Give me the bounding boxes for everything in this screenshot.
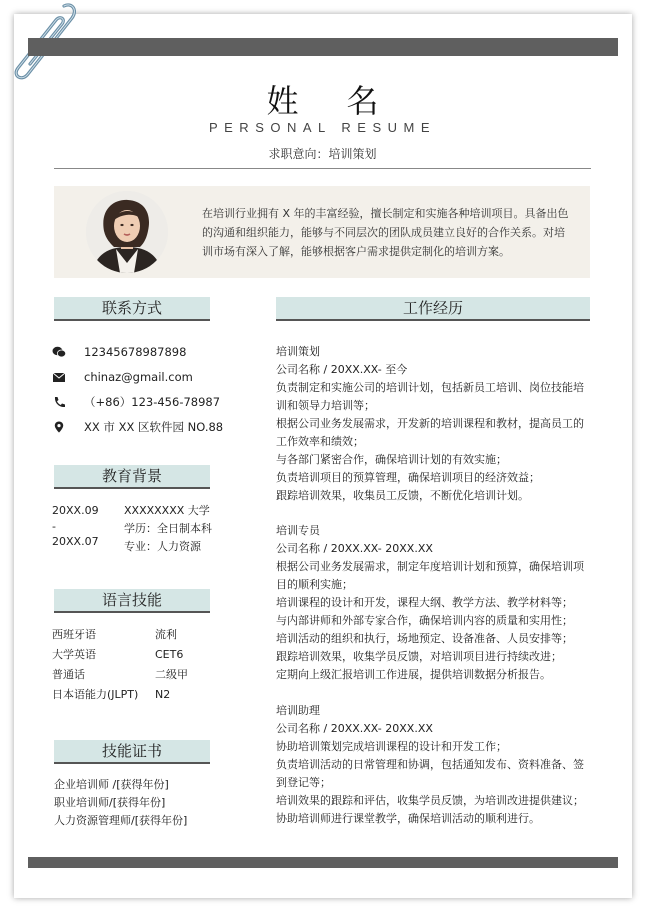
job-duty: 培训活动的组织和执行，场地预定、设备准备、人员安排等； bbox=[276, 632, 573, 645]
job-duty: 定期向上级汇报培训工作进展，提供培训数据分析报告。 bbox=[276, 668, 551, 681]
job-duty: 跟踪培训效果，收集员工反馈，不断优化培训计划。 bbox=[276, 489, 529, 502]
certificate-item: 企业培训师 /[获得年份] bbox=[54, 778, 169, 791]
job-duty: 与内部讲师和外部专家合作，确保培训内容的质量和实用性； bbox=[276, 614, 573, 627]
job-duty: 根据公司业务发展需求，制定年度培训计划和预算，确保培训项目的顺利实施； bbox=[276, 560, 584, 591]
job-duty: 培训课程的设计和开发，课程大纲、教学方法、教学材料等； bbox=[276, 596, 573, 609]
job-role: 培训专员 bbox=[276, 524, 320, 537]
job-duty: 协助培训师进行课堂教学，确保培训活动的顺利进行。 bbox=[276, 812, 540, 825]
job-company: 公司名称 / 20XX.XX- 20XX.XX bbox=[276, 542, 433, 555]
edu-date-sep: - bbox=[52, 520, 56, 533]
edu-school: XXXXXXXX 大学 bbox=[124, 504, 210, 517]
language-item bbox=[52, 685, 212, 705]
mail-icon bbox=[52, 371, 66, 383]
language-name: 普通话 bbox=[52, 668, 85, 681]
language-level: CET6 bbox=[155, 648, 184, 661]
certificate-item: 职业培训师/[获得年份] bbox=[54, 796, 166, 809]
wechat-text: 12345678987898 bbox=[84, 345, 187, 359]
education-section-title: 教育背景 bbox=[54, 465, 210, 489]
edu-date-start: 20XX.09 bbox=[52, 504, 99, 517]
top-bar bbox=[28, 38, 618, 56]
job-entry bbox=[276, 343, 594, 505]
job-duty: 培训效果的跟踪和评估，收集学员反馈，为培训改进提供建议； bbox=[276, 794, 584, 807]
certificate-section-title: 技能证书 bbox=[54, 740, 210, 764]
job-duty: 负责培训项目的预算管理，确保培训项目的经济效益； bbox=[276, 471, 540, 484]
address-text: XX 市 XX 区软件园 NO.88 bbox=[84, 420, 224, 434]
resume-name: 姓名 bbox=[266, 82, 427, 120]
language-level: N2 bbox=[155, 688, 171, 701]
edu-major: 专业：人力资源 bbox=[124, 540, 201, 553]
job-intent: 求职意向：培训策划 bbox=[268, 147, 377, 161]
job-entry bbox=[276, 522, 594, 684]
job-company: 公司名称 / 20XX.XX- 至今 bbox=[276, 363, 408, 376]
edu-date-end: 20XX.07 bbox=[52, 535, 99, 548]
job-duty: 负责培训活动的日常管理和协调，包括通知发布、资料准备、签到登记等； bbox=[276, 758, 584, 789]
edu-degree: 学历：全日制本科 bbox=[124, 522, 212, 535]
profile-section bbox=[54, 186, 590, 278]
language-level: 流利 bbox=[155, 628, 177, 641]
job-duty: 与各部门紧密合作，确保培训计划的有效实施； bbox=[276, 453, 507, 466]
avatar-portrait-icon bbox=[86, 191, 168, 273]
language-name: 日本语能力(JLPT) bbox=[52, 688, 139, 701]
phone-icon bbox=[52, 396, 66, 408]
language-section-title: 语言技能 bbox=[54, 589, 210, 613]
bottom-bar bbox=[28, 857, 618, 868]
job-duty: 负责制定和实施公司的培训计划，包括新员工培训、岗位技能培训和领导力培训等； bbox=[276, 381, 584, 412]
job-role: 培训策划 bbox=[276, 345, 320, 358]
phone-text: （+86）123-456-78987 bbox=[84, 395, 221, 409]
header-divider bbox=[54, 168, 591, 169]
resume-subtitle: PERSONAL RESUME bbox=[208, 120, 437, 135]
location-icon bbox=[52, 421, 66, 433]
wechat-icon bbox=[52, 346, 66, 358]
job-duty: 跟踪培训效果，收集学员反馈，对培训项目进行持续改进； bbox=[276, 650, 562, 663]
job-entry bbox=[276, 702, 594, 828]
profile-summary: 在培训行业拥有 X 年的丰富经验，擅长制定和实施各种培训项目。具备出色的沟通和组织能力，能够与不同层次的团队成员建立良好的合作关系。对培训市场有深入了解，能够根据客户需求提供定制化的培训方案。 bbox=[202, 207, 569, 258]
job-company: 公司名称 / 20XX.XX- 20XX.XX bbox=[276, 722, 433, 735]
avatar bbox=[86, 191, 168, 273]
language-level: 二级甲 bbox=[155, 668, 188, 681]
contact-section-title: 联系方式 bbox=[54, 297, 210, 321]
language-name: 大学英语 bbox=[52, 648, 96, 661]
language-item bbox=[52, 645, 212, 665]
language-item bbox=[52, 665, 212, 685]
language-item bbox=[52, 625, 212, 645]
certificate-item: 人力资源管理师/[获得年份] bbox=[54, 814, 188, 827]
job-duty: 根据公司业务发展需求，开发新的培训课程和教材，提高员工的工作效率和绩效； bbox=[276, 417, 584, 448]
language-name: 西班牙语 bbox=[52, 628, 96, 641]
job-duty: 协助培训策划完成培训课程的设计和开发工作； bbox=[276, 740, 507, 753]
experience-section-title: 工作经历 bbox=[276, 297, 590, 321]
job-role: 培训助理 bbox=[276, 704, 320, 717]
email-text: chinaz@gmail.com bbox=[84, 370, 193, 384]
